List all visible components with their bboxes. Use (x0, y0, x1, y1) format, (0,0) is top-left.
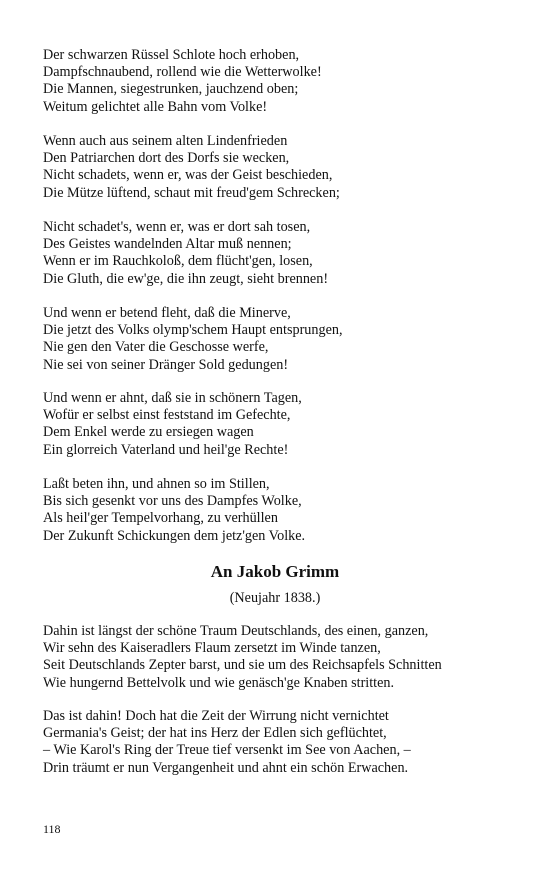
verse-line: Nicht schadet's, wenn er, was er dort sah tosen, (43, 219, 311, 235)
verse-line: Des Geistes wandelnden Altar muß nennen; (43, 236, 292, 253)
page-number: 118 (43, 822, 61, 836)
verse-line: Die jetzt des Volks olymp'schem Haupt entsprungen, (43, 322, 343, 339)
verse-line: Weitum gelichtet alle Bahn vom Volke! (43, 98, 268, 115)
stanza-7 (43, 623, 523, 692)
verse-line: Germania's Geist; der hat ins Herz der Edlen sich geflüchtet, (43, 725, 387, 742)
verse-line: Wenn auch aus seinem alten Lindenfrieden (43, 133, 288, 149)
stanza-1 (43, 47, 523, 116)
verse-line: Laßt beten ihn, und ahnen so im Stillen, (43, 476, 270, 492)
verse-line: Dem Enkel werde zu ersiegen wagen (43, 424, 254, 441)
verse-line: Den Patriarchen dort des Dorfs sie wecken, (43, 150, 290, 167)
verse-line: Nie gen den Vater die Geschosse werfe, (43, 339, 269, 356)
stanza-8 (43, 708, 523, 777)
verse-line: Ein glorreich Vaterland und heil'ge Rechte! (43, 441, 289, 458)
verse-line: Und wenn er betend fleht, daß die Minerve, (43, 305, 291, 321)
verse-line: Das ist dahin! Doch hat die Zeit der Wirrung nicht vernichtet (43, 708, 389, 724)
verse-line: Nicht schadets, wenn er, was der Geist beschieden, (43, 167, 333, 184)
verse-line: Nie sei von seiner Dränger Sold gedungen! (43, 356, 289, 373)
verse-line: Wir sehn des Kaiseradlers Flaum zersetzt im Winde tanzen, (43, 640, 381, 657)
stanza-4 (43, 305, 523, 374)
verse-line: Die Mannen, siegestrunken, jauchzend oben; (43, 81, 299, 98)
verse-line: Die Mütze lüftend, schaut mit freud'gem Schrecken; (43, 184, 340, 201)
verse-line: Wie hungernd Bettelvolk und wie genäsch'ge Knaben stritten. (43, 674, 395, 691)
stanza-2 (43, 133, 523, 202)
stanza-5 (43, 390, 523, 459)
verse-line: Der schwarzen Rüssel Schlote hoch erhoben, (43, 47, 300, 63)
verse-line: Und wenn er ahnt, daß sie in schönern Tagen, (43, 390, 302, 406)
stanza-3 (43, 219, 523, 288)
verse-line: – Wie Karol's Ring der Treue tief versenkt im See von Aachen, – (43, 742, 411, 759)
verse-line: Wofür er selbst einst feststand im Gefechte, (43, 407, 291, 424)
stanza-6 (43, 476, 523, 545)
poem-title: An Jakob Grimm (210, 562, 340, 581)
verse-line: Seit Deutschlands Zepter barst, und sie um des Reichsapfels Schnitten (43, 657, 442, 674)
verse-line: Dampfschnaubend, rollend wie die Wetterwolke! (43, 64, 322, 81)
verse-line: Als heil'ger Tempelvorhang, zu verhüllen (43, 510, 278, 527)
verse-line: Drin träumt er nun Vergangenheit und ahnt ein schön Erwachen. (43, 759, 409, 776)
verse-line: Dahin ist längst der schöne Traum Deutschlands, des einen, ganzen, (43, 623, 429, 639)
poem-subtitle: (Neujahr 1838.) (229, 590, 321, 606)
verse-line: Wenn er im Rauchkoloß, dem flücht'gen, losen, (43, 253, 313, 270)
verse-line: Bis sich gesenkt vor uns des Dampfes Wolke, (43, 493, 302, 510)
verse-line: Die Gluth, die ew'ge, die ihn zeugt, sieht brennen! (43, 270, 329, 287)
verse-line: Der Zukunft Schickungen dem jetz'gen Volke. (43, 527, 306, 544)
